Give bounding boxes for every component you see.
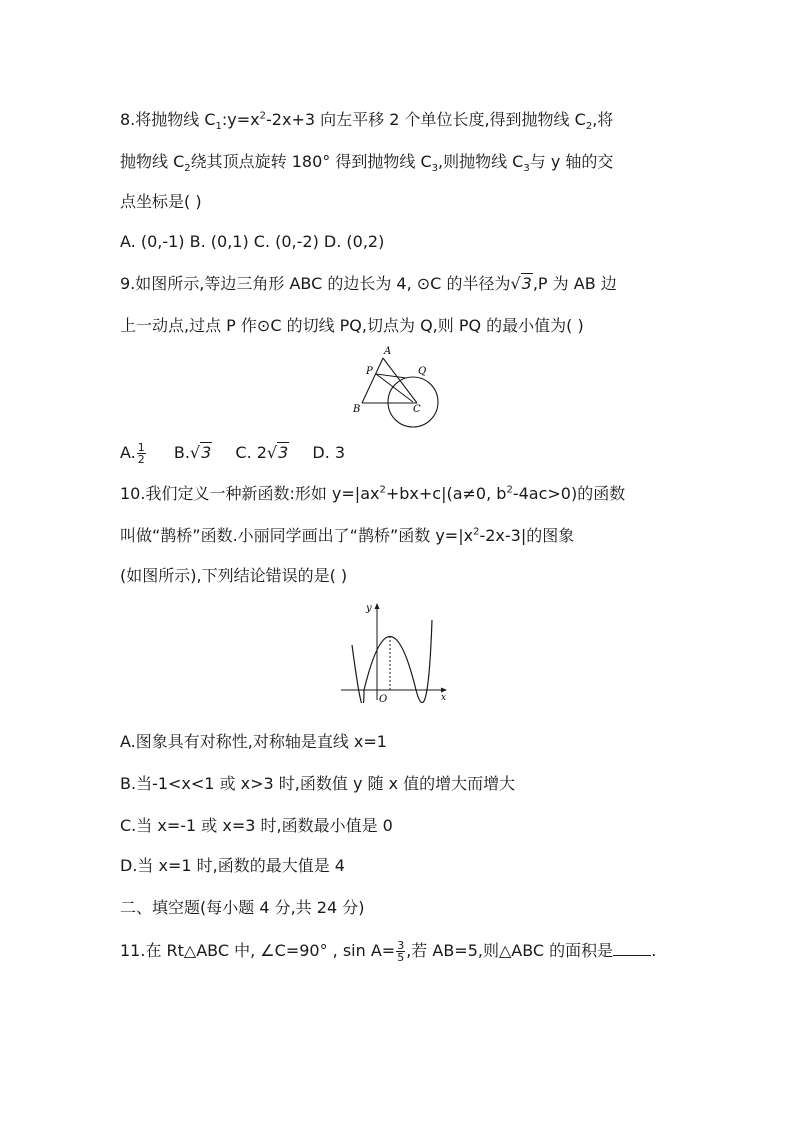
q8-line-2: 抛物线 $C_2$绕其顶点旋转 180° 得到抛物线 $C_3$,则抛物线 $C_3$与 y 轴的交 <box>120 152 614 175</box>
label-q: Q <box>418 366 427 377</box>
label-x: x <box>441 693 447 703</box>
q10-line-3: (如图所示),下列结论错误的是( ) <box>120 566 348 585</box>
fraction-1-2: $\frac{1}{2}$ <box>137 441 145 466</box>
q9-options: A. $\frac{1}{2}$ B.√3 C. 2√3 D. 3 <box>120 441 346 466</box>
sqrt-3-b: √3 <box>189 443 212 462</box>
q8-line-1: 8.将抛物线 $C_1:y=x^2-2x+3$ 向左平移 2 个单位长度,得到抛物线 $C_2$,将 <box>120 110 614 133</box>
q10-option-a: A.图象具有对称性,对称轴是直线 x=1 <box>120 732 387 751</box>
q10-line-1: 10.我们定义一种新函数:形如 $y=|ax^2+bx+c|(a\ne 0$, $b^2-4ac>0$)的函数 <box>120 484 626 503</box>
segment-pc <box>376 374 413 402</box>
label-p: P <box>366 366 373 377</box>
q9-triangle-circle-figure <box>350 340 450 430</box>
sqrt-3-c: √3 <box>266 443 289 462</box>
q10-option-b: B.当-1<x<1 或 x>3 时,函数值 y 随 x 值的增大而增大 <box>120 774 516 793</box>
answer-blank[interactable] <box>613 941 651 956</box>
label-c: C <box>413 404 421 415</box>
label-b: B <box>353 404 361 415</box>
section-heading: 二、填空题(每小题 4 分,共 24 分) <box>120 898 365 917</box>
q10-option-c: C.当 x=-1 或 x=3 时,函数最小值是 0 <box>120 816 393 835</box>
q10-function-graph <box>335 598 455 703</box>
y-axis-arrow <box>375 603 380 609</box>
q11-line: 11.在 Rt△ABC 中, ∠C=90° , sin A= $\frac{3}{5}$ ,若 AB=5,则△ABC 的面积是 . <box>120 939 657 964</box>
curve-left-branch <box>352 645 364 703</box>
label-a: A <box>384 346 392 357</box>
x-axis-arrow <box>441 688 447 693</box>
label-y: y <box>366 603 372 614</box>
q10-line-2: 叫做“鹊桥”函数.小丽同学画出了“鹊桥”函数 $y=|x^2-2x-3|$的图象 <box>120 526 575 545</box>
q8-options: A. (0,-1) B. (0,1) C. (0,-2) D. (0,2) <box>120 232 385 251</box>
q9-line-1: 9.如图所示,等边三角形 ABC 的边长为 4, ⊙C 的半径为√3,P 为 AB 边 <box>120 274 617 293</box>
side-ab <box>362 358 383 403</box>
q10-option-d: D.当 x=1 时,函数的最大值是 4 <box>120 856 345 875</box>
fraction-3-5: $\frac{3}{5}$ <box>397 939 405 964</box>
q8-line-3: 点坐标是( ) <box>120 192 202 211</box>
label-origin: O <box>379 694 388 703</box>
q9-line-2: 上一动点,过点 P 作⊙C 的切线 PQ,切点为 Q,则 PQ 的最小值为( ) <box>120 316 584 335</box>
sqrt-3: √3 <box>510 274 532 293</box>
